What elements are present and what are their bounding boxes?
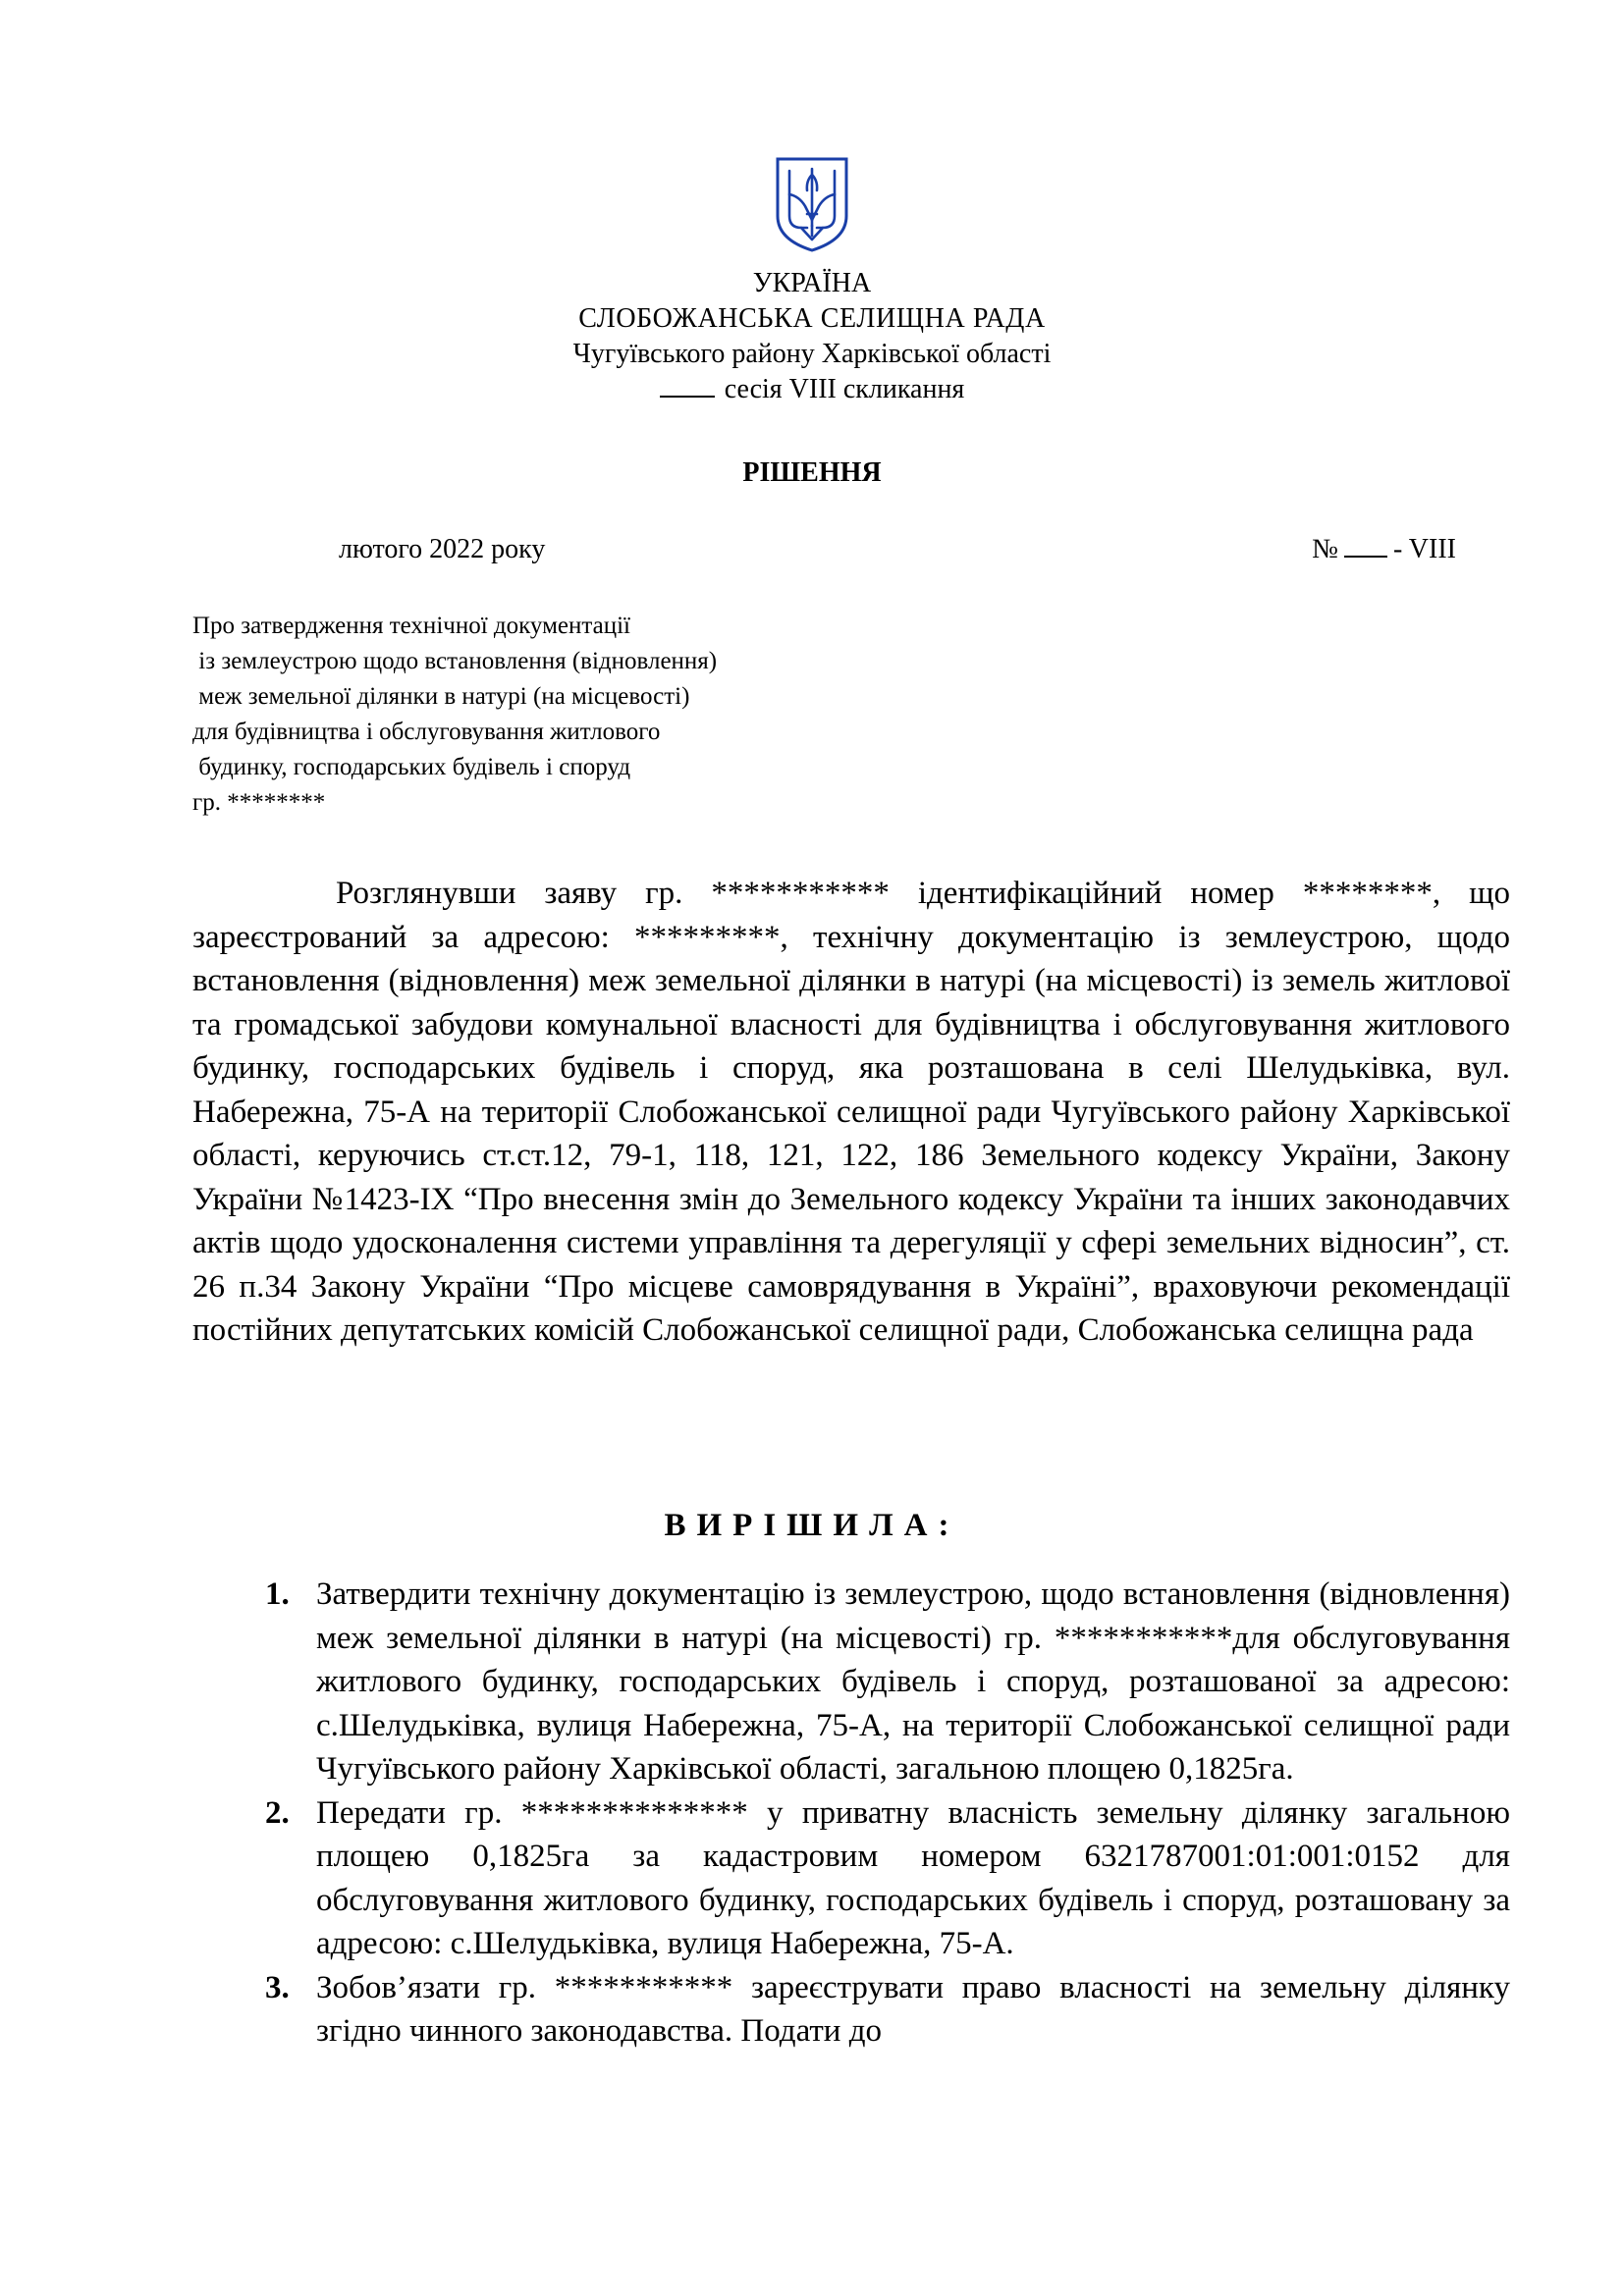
session-text: сесія VIII скликання xyxy=(724,374,965,404)
session-line xyxy=(0,372,1624,407)
item-number: 1. xyxy=(265,1576,290,1612)
coat-of-arms-icon xyxy=(772,155,852,253)
list-item xyxy=(265,1791,1510,1966)
item-number: 2. xyxy=(265,1794,290,1831)
number-suffix: - VIII xyxy=(1392,534,1456,564)
subject-line: для будівництва і обслуговування житлового xyxy=(192,719,661,745)
resolution-items xyxy=(265,1573,1510,2054)
resolve-heading: ВИРІШИЛА: xyxy=(664,1508,960,1543)
number-blank xyxy=(1344,532,1387,558)
subject-line: будинку, господарських будівель і споруд xyxy=(192,754,631,780)
preamble-paragraph: Розглянувши заяву гр. *********** ідентифікаційний номер ********, що зареєстрований за адресою: *********, технічну документацію із землеустрою, щодо встановлення (відновлення) меж земельної ділянки в натурі (на місцевості) із земель житлової та громадської забудови комунальної власності для будівництва і обслуговування житлового будинку, господарських будівель і споруд, яка розташована в селі Шелудьківка, вул. Набережна, 75-А на території Слобожанської селищної ради Чугуївського району Харківської області, керуючись ст.ст.12, 79-1, 118, 121, 122, 186 Земельного кодексу України, Закону України №1423-IX “Про внесення змін до Земельного кодексу України та інших законодавчих актів щодо удосконалення системи управління та дерегуляції у сфері земельних відносин”, ст. 26 п.34 Закону України “Про місцеве самоврядування в Україні”, враховуючи рекомендації постійних депутатських комісій Слобожанської селищної ради, Слобожанська селищна рада xyxy=(192,876,1510,1348)
subject-line: із землеустрою щодо встановлення (відновлення) xyxy=(192,648,718,674)
district-name: Чугуївського району Харківської області xyxy=(572,339,1052,369)
subject-line: гр. ******** xyxy=(192,789,326,816)
item-text: Затвердити технічну документацію із землеустрою, щодо встановлення (відновлення) меж земельної ділянки в натурі (на місцевості) гр. ***********для обслуговування житлового будинку, господарських будівель і споруд, розташованої за адресою: с.Шелудьківка, вулиця Набережна, 75-А, на території Слобожанської селищної ради Чугуївського району Харківської області, загальною площею 0,1825га. xyxy=(316,1576,1510,1787)
document-title: РІШЕННЯ xyxy=(742,457,882,488)
decision-date: лютого 2022 року xyxy=(339,534,546,564)
subject-line: Про затвердження технічної документації xyxy=(192,613,630,639)
number-prefix: № xyxy=(1312,534,1338,564)
list-item xyxy=(265,1573,1510,1791)
preamble xyxy=(192,872,1510,1353)
list-item xyxy=(265,1966,1510,2054)
item-text: Передати гр. ************** у приватну власність земельну ділянку загальною площею 0,1825га за кадастровим номером 6321787001:01:001:0152 для обслуговування житлового будинку, господарських будівель і споруд, розташовану за адресою: с.Шелудьківка, вулиця Набережна, 75-А. xyxy=(316,1794,1510,1961)
item-text: Зобов’язати гр. *********** зареєструвати право власності на земельну ділянку згідно чинного законодавства. Подати до xyxy=(316,1969,1510,2049)
country-name: УКРАЇНА xyxy=(752,268,872,298)
council-name: СЛОБОЖАНСЬКА СЕЛИЩНА РАДА xyxy=(578,303,1046,334)
decision-number xyxy=(1312,532,1456,567)
subject-line: меж земельної ділянки в натурі (на місцевості) xyxy=(192,683,690,710)
item-number: 3. xyxy=(265,1969,290,2005)
decision-subject xyxy=(192,609,939,821)
session-blank xyxy=(660,372,715,398)
